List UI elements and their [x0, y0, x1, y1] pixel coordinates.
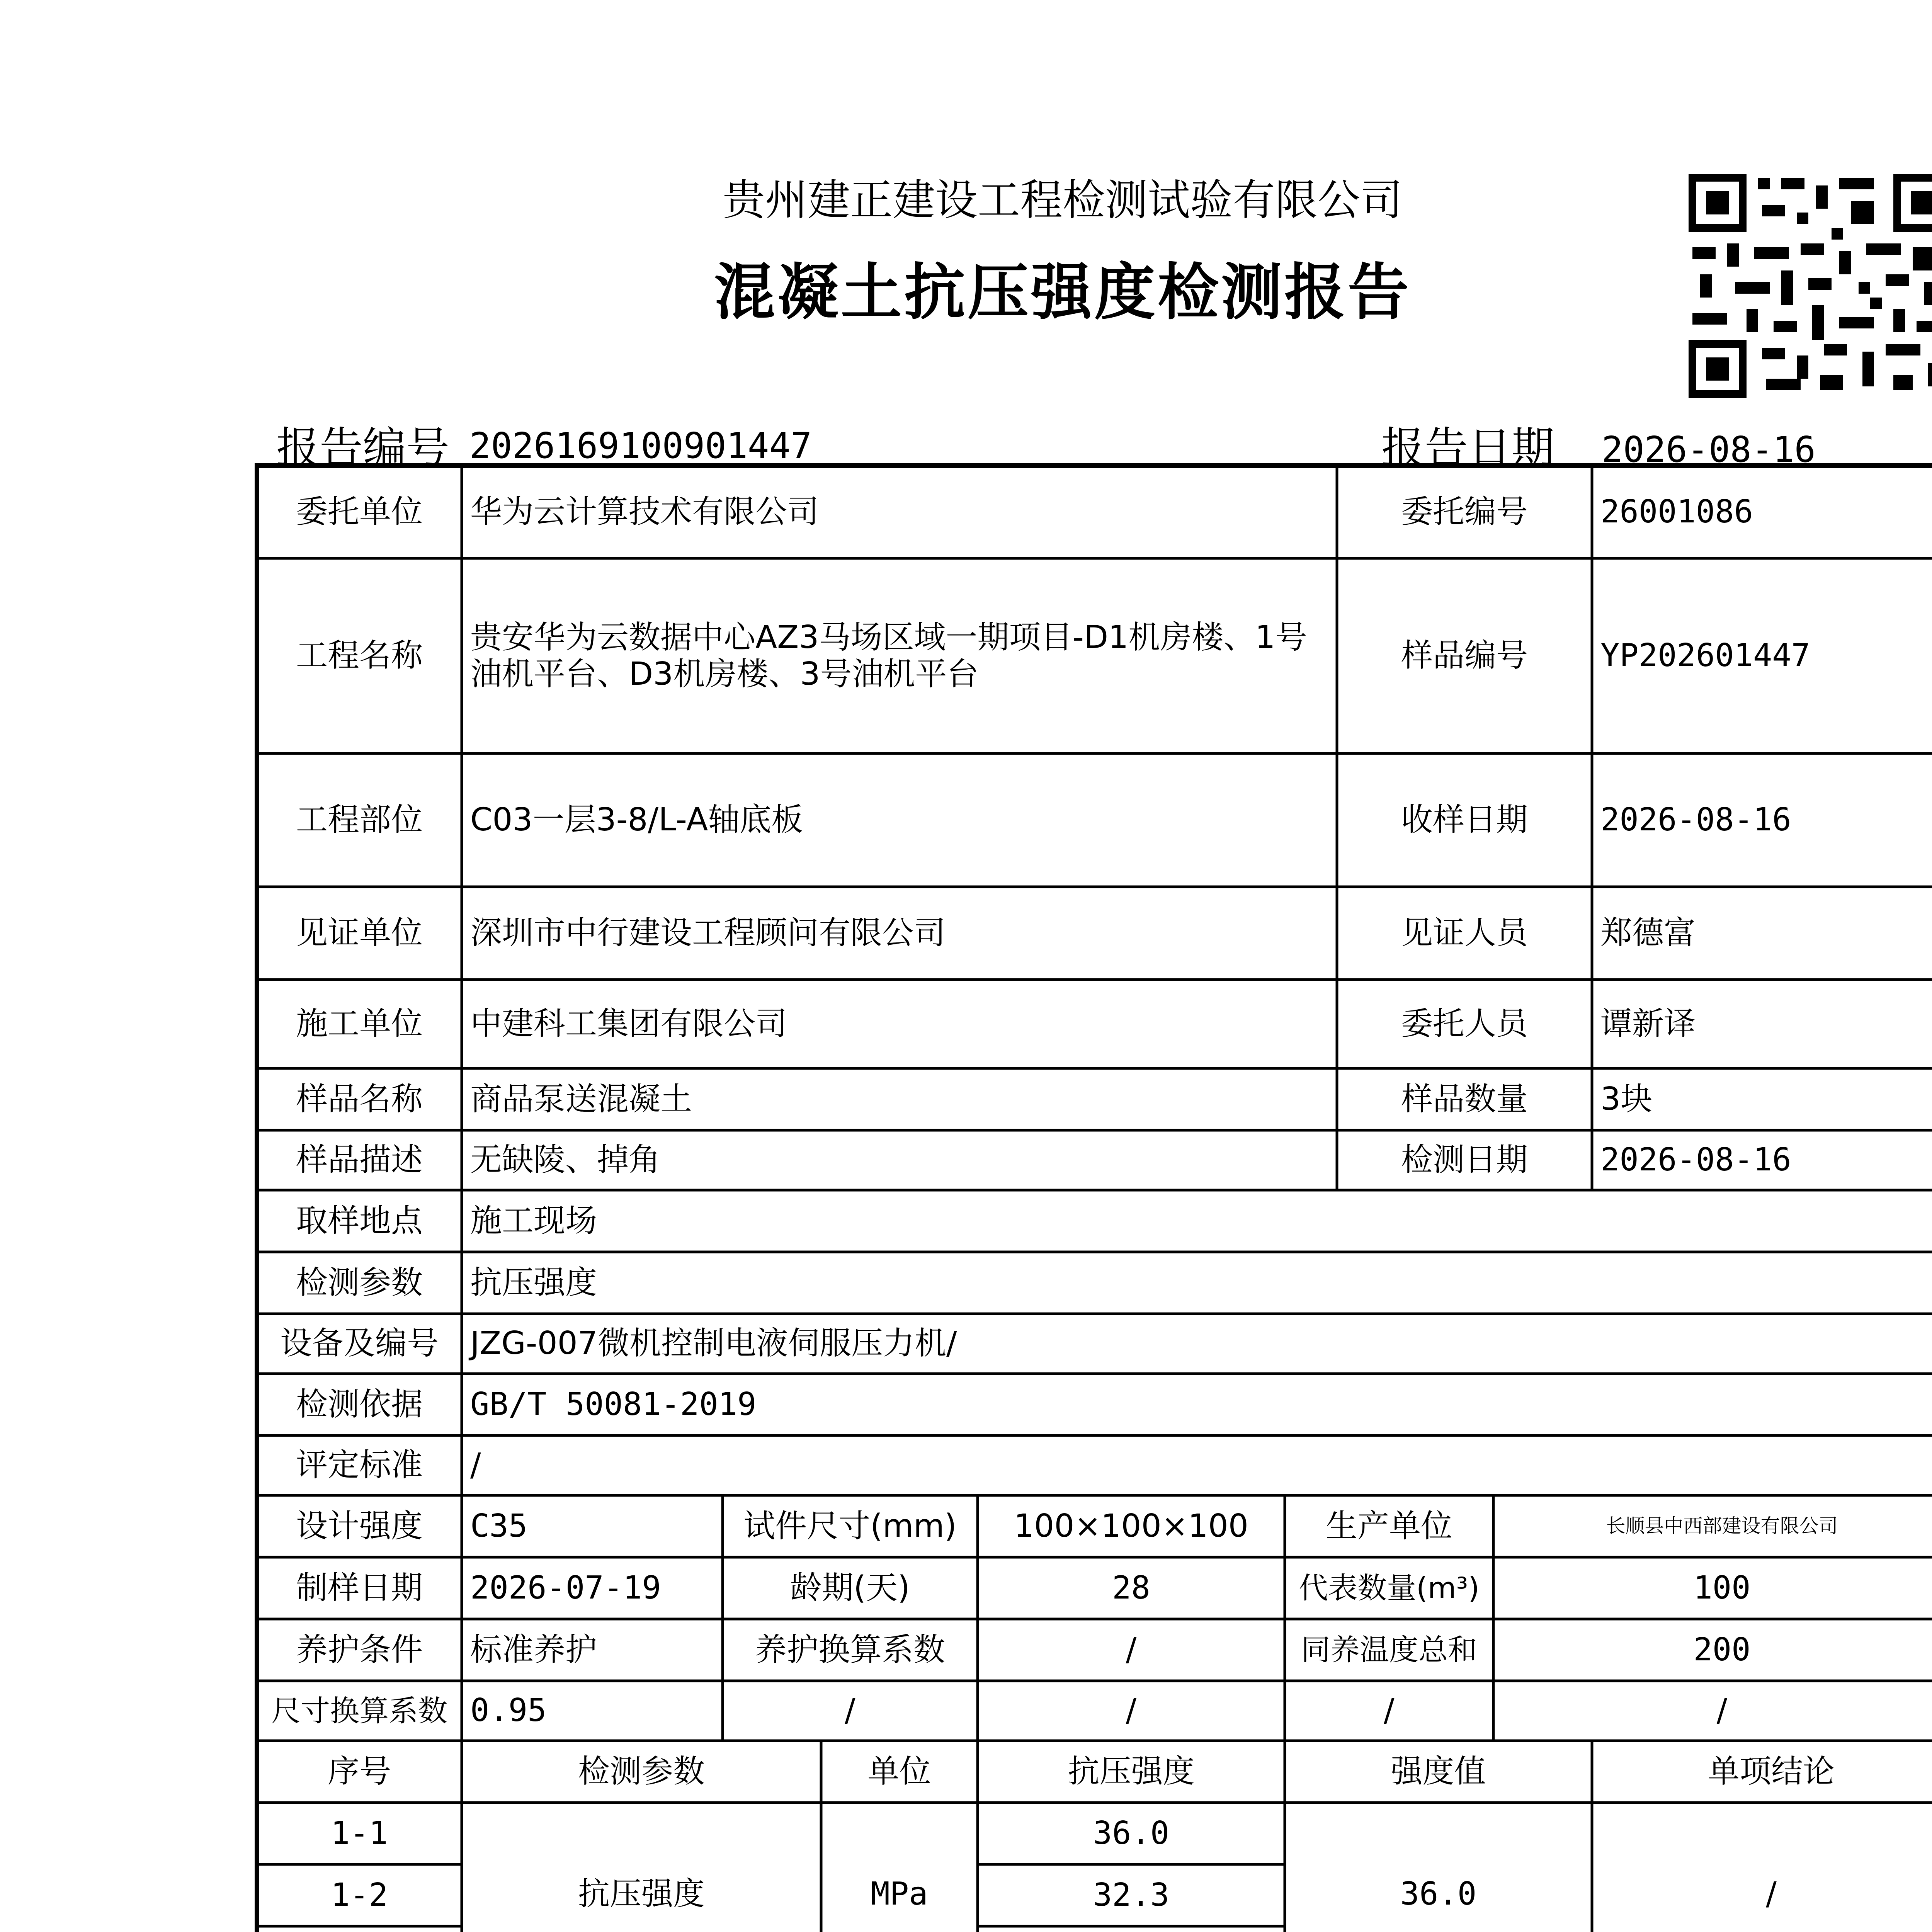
temp-sum-label: 同养温度总和 — [1301, 1633, 1477, 1667]
empty-slash-4: / — [1716, 1692, 1728, 1729]
witness-person-label: 见证人员 — [1401, 914, 1528, 951]
client-no-label: 委托编号 — [1401, 493, 1528, 530]
entrust-person-label: 委托人员 — [1401, 1005, 1528, 1042]
sample-qty-label: 样品数量 — [1401, 1080, 1528, 1117]
receive-date-value: 2026-08-16 — [1600, 801, 1791, 838]
basis-value: GB/T 50081-2019 — [470, 1386, 757, 1423]
project-value — [462, 558, 1337, 753]
cure-factor-label: 养护换算系数 — [755, 1631, 945, 1668]
rep-qty-value: 100 — [1693, 1569, 1751, 1606]
param-label: 检测参数 — [296, 1264, 423, 1301]
sample-no-label: 样品编号 — [1401, 637, 1528, 674]
basis-label: 检测依据 — [296, 1386, 423, 1423]
empty-slash-2: / — [1126, 1692, 1137, 1729]
make-date-label: 制样日期 — [296, 1569, 423, 1606]
test-date-value: 2026-08-16 — [1600, 1141, 1791, 1179]
producer-label: 生产单位 — [1325, 1507, 1452, 1544]
param-value: 抗压强度 — [470, 1264, 597, 1301]
client-value: 华为云计算技术有限公司 — [470, 493, 819, 530]
age-value: 28 — [1112, 1569, 1150, 1606]
equipment-label: 设备及编号 — [280, 1325, 439, 1362]
sample-no-value: YP202601447 — [1600, 637, 1811, 674]
col-header-strength: 抗压强度 — [1068, 1753, 1195, 1790]
sample-name-label: 样品名称 — [296, 1080, 423, 1117]
sample-name-value: 商品泵送混凝土 — [470, 1080, 692, 1117]
builder-value: 中建科工集团有限公司 — [470, 1005, 787, 1042]
size-factor-value: 0.95 — [470, 1692, 547, 1729]
producer-value: 长顺县中西部建设有限公司 — [1606, 1515, 1838, 1537]
col-header-strength-value: 强度值 — [1391, 1753, 1486, 1790]
result-value-3 — [978, 1926, 1285, 1932]
design-label: 设计强度 — [296, 1507, 423, 1544]
size-label: 试件尺寸(mm) — [743, 1507, 957, 1544]
equipment-value: JZG-007微机控制电液伺服压力机/ — [470, 1325, 957, 1362]
size-value: 100×100×100 — [1014, 1507, 1248, 1544]
sample-desc-label: 样品描述 — [296, 1141, 423, 1179]
rep-qty-label: 代表数量(m³) — [1299, 1571, 1480, 1605]
project-line-2: 油机平台、D3机房楼、3号油机平台 — [470, 655, 979, 692]
col-header-unit: 单位 — [867, 1753, 931, 1790]
project-line-1: 贵安华为云数据中心AZ3马场区域一期项目-D1机房楼、1号 — [470, 619, 1307, 656]
entrust-person-value: 谭新译 — [1600, 1005, 1696, 1042]
witness-unit-value: 深圳市中行建设工程顾问有限公司 — [470, 914, 946, 951]
witness-unit-label: 见证单位 — [296, 914, 423, 951]
report-date-label: 报告日期 — [1381, 423, 1554, 473]
witness-person-value: 郑德富 — [1600, 914, 1696, 951]
report-title: 混凝土抗压强度检测报告 — [714, 257, 1411, 328]
row-id-3 — [257, 1926, 462, 1932]
cure-label: 养护条件 — [296, 1631, 423, 1668]
project-label: 工程名称 — [296, 637, 423, 674]
age-label: 龄期(天) — [790, 1569, 910, 1606]
col-header-conclusion: 单项结论 — [1708, 1753, 1835, 1790]
col-header-no: 序号 — [327, 1753, 391, 1790]
client-label: 委托单位 — [296, 493, 423, 530]
report-date: 2026-08-16 — [1602, 429, 1816, 470]
size-factor-label: 尺寸换算系数 — [271, 1693, 447, 1728]
empty-slash-1: / — [845, 1692, 855, 1729]
receive-date-label: 收样日期 — [1401, 801, 1528, 838]
part-label: 工程部位 — [296, 801, 423, 838]
cure-factor-value: / — [1126, 1631, 1137, 1668]
row-id-2: 1-2 — [330, 1876, 388, 1913]
builder-label: 施工单位 — [296, 1005, 423, 1042]
row-id-1: 1-1 — [330, 1815, 388, 1852]
empty-slash-3: / — [1384, 1692, 1395, 1729]
standard-value: / — [470, 1447, 481, 1484]
design-value: C35 — [470, 1507, 528, 1544]
sampling-site-label: 取样地点 — [296, 1202, 423, 1239]
result-value-2: 32.3 — [1093, 1876, 1170, 1913]
temp-sum-value: 200 — [1693, 1631, 1751, 1668]
part-value: C03一层3-8/L-A轴底板 — [470, 801, 803, 838]
result-unit: MPa — [871, 1876, 928, 1913]
make-date-value: 2026-07-19 — [470, 1569, 661, 1606]
result-strength: 36.0 — [1400, 1876, 1477, 1913]
result-conclusion: / — [1766, 1876, 1777, 1913]
sampling-site-value: 施工现场 — [470, 1202, 597, 1239]
cure-value: 标准养护 — [470, 1631, 597, 1668]
report-no: 2026169100901447 — [469, 425, 812, 466]
col-header-param: 检测参数 — [578, 1753, 705, 1790]
result-value-1: 36.0 — [1093, 1815, 1170, 1852]
company-name: 贵州建正建设工程检测试验有限公司 — [723, 175, 1403, 225]
result-param: 抗压强度 — [578, 1876, 705, 1913]
standard-label: 评定标准 — [296, 1447, 423, 1484]
sample-qty-value: 3块 — [1600, 1080, 1653, 1117]
sample-desc-value: 无缺陵、掉角 — [470, 1141, 661, 1179]
report-no-label: 报告编号 — [276, 423, 449, 473]
client-no-value: 26001086 — [1600, 493, 1753, 530]
test-date-label: 检测日期 — [1401, 1141, 1528, 1179]
